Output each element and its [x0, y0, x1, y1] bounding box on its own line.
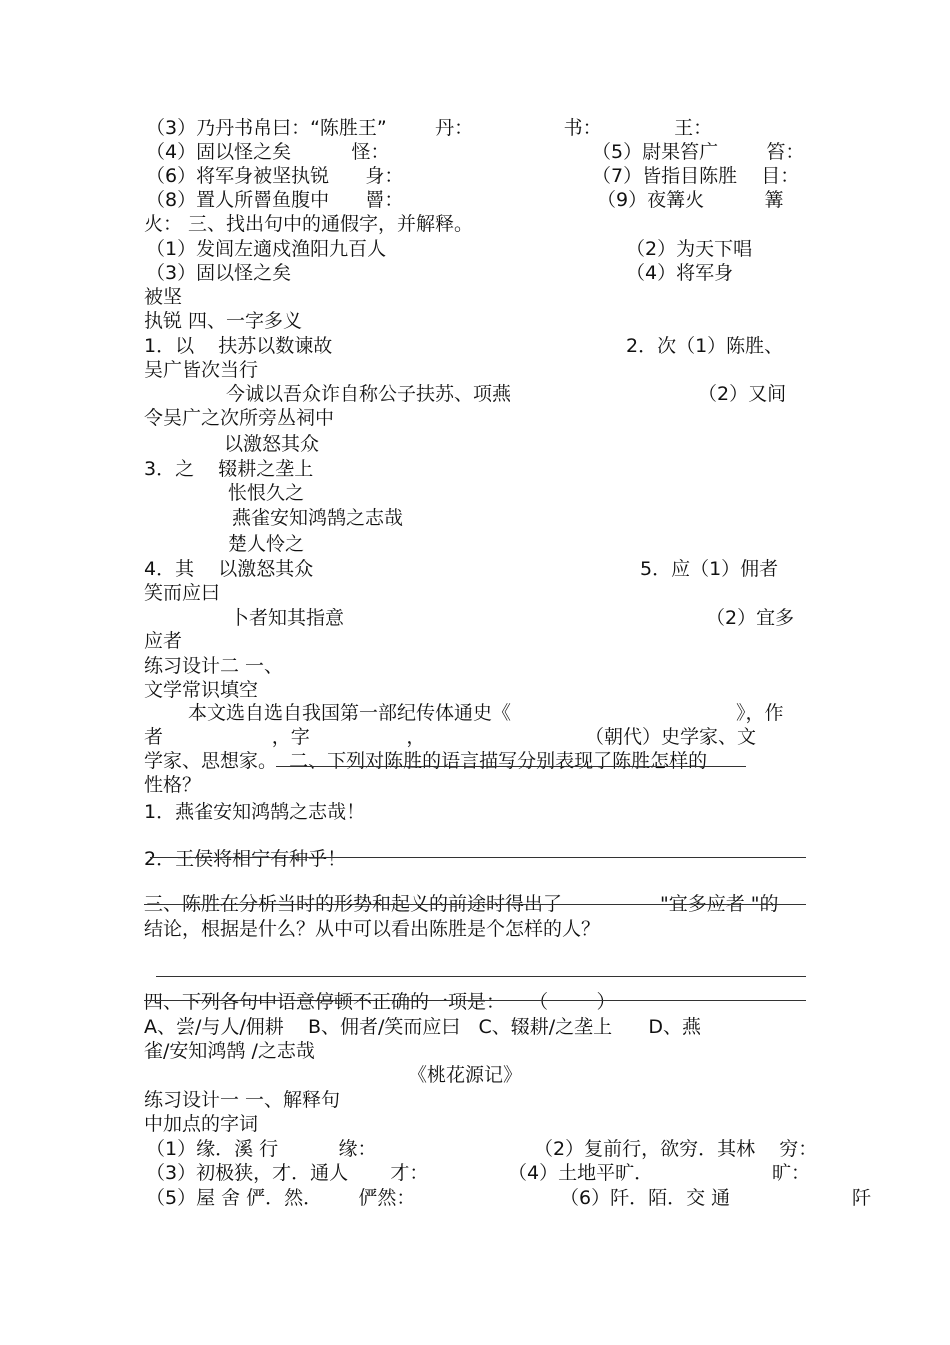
text-line: （6）将军身被坚执锐 身：: [146, 165, 404, 187]
text-line: 2．次（1）陈胜、: [626, 335, 784, 357]
text-line: 2．王侯将相宁有种乎！: [144, 848, 347, 870]
text-line: （9）夜篝火 篝: [597, 189, 784, 211]
text-line: （4）将军身: [626, 262, 734, 284]
text-line: 吴广皆次当行: [144, 359, 259, 381]
text-line: 文学常识填空: [144, 679, 259, 701]
text-line: 卜者知其指意: [230, 607, 345, 629]
text-line: （1）发闾左適戍渔阳九百人: [146, 238, 387, 260]
text-line: （4）土地平旷．: [508, 1162, 654, 1184]
answer-line: [156, 976, 806, 977]
text-line: 令吴广之次所旁丛祠中: [144, 407, 335, 429]
text-line: （2）复前行，欲穷．其林 穷：: [534, 1138, 818, 1160]
answer-line: [150, 857, 806, 858]
text-line: 怅恨久之: [228, 482, 305, 504]
text-line: 燕雀安知鸿鹄之志哉: [232, 507, 404, 529]
text-line: （3）固以怪之矣: [146, 262, 292, 284]
text-line: 火： 三、找出句中的通假字，并解释。: [144, 213, 474, 235]
text-line: （8）置人所罾鱼腹中 罾：: [146, 189, 404, 211]
strike-line: [276, 766, 746, 767]
text-line: （2）宜多: [706, 607, 795, 629]
text-line: 结论，根据是什么？从中可以看出陈胜是个怎样的人？: [144, 918, 601, 940]
text-line: 学家、思想家。 二、下列对陈胜的语言描写分别表现了陈胜怎样的: [144, 750, 708, 772]
text-line: 3．之 辍耕之垄上: [144, 458, 314, 480]
text-line: （朝代）史学家、文: [585, 726, 757, 748]
text-line: （5）屋 舍 俨．然． 俨然：: [146, 1187, 416, 1209]
text-line: 性格？: [144, 774, 202, 796]
text-line: （5）尉果笞广 笞：: [592, 141, 805, 163]
text-line: 笑而应曰: [144, 582, 221, 604]
text-line: 楚人怜之: [228, 533, 305, 555]
text-line: 雀/安知鸿鹄 /之志哉: [144, 1040, 315, 1062]
text-line: （7）皆指目陈胜 目：: [592, 165, 800, 187]
text-line: 以激怒其众: [224, 433, 320, 455]
text-line: （6）阡．陌．交 通: [560, 1187, 731, 1209]
text-line: 阡: [852, 1187, 872, 1209]
section-title: 《桃花源记》: [408, 1064, 523, 1086]
text-line: （2）为天下唱: [626, 238, 753, 260]
text-line: 应者: [144, 630, 183, 652]
text-line: （3）初极狭，才．通人 才：: [146, 1162, 429, 1184]
text-line: 被坚: [144, 286, 183, 308]
text-line: （2）又间: [698, 383, 787, 405]
text-line: 》，作: [736, 702, 784, 724]
text-line: （4）固以怪之矣 怪：: [146, 141, 390, 163]
text-line: 旷：: [772, 1162, 811, 1184]
strike-line: [144, 904, 806, 905]
text-line: 练习设计一 一、解释句: [144, 1089, 341, 1111]
text-line: 1．以 扶苏以数谏故: [144, 335, 333, 357]
text-line: （1）缘．溪 行 缘：: [146, 1138, 377, 1160]
text-line: 中加点的字词: [144, 1113, 259, 1135]
text-line: 5．应（1）佣者: [640, 558, 779, 580]
text-line: A、尝/与人/佣耕 B、佣者/笑而应曰 C、辍耕/之垄上 D、燕: [144, 1016, 702, 1038]
strike-line: [144, 1000, 806, 1001]
text-line: 本文选自选自我国第一部纪传体通史《: [188, 702, 512, 724]
text-line: 练习设计二 一、: [144, 655, 284, 677]
text-line: 者 ，字 ，: [144, 726, 426, 748]
text-line: 四、下列各句中语意停顿不正确的一项是： （ ）: [144, 991, 616, 1013]
text-line: 4．其 以激怒其众: [144, 558, 314, 580]
text-line: （3）乃丹书帛曰：“陈胜王” 丹： 书： 王：: [146, 117, 713, 139]
text-line: 1．燕雀安知鸿鹄之志哉！: [144, 801, 366, 823]
text-line: "宜多应者 "的: [660, 893, 779, 915]
text-line: 三、陈胜在分析当时的形势和起义的前途时得出了: [144, 893, 563, 915]
text-line: 执锐 四、一字多义: [144, 310, 303, 332]
text-line: 今诚以吾众诈自称公子扶苏、项燕: [226, 383, 512, 405]
